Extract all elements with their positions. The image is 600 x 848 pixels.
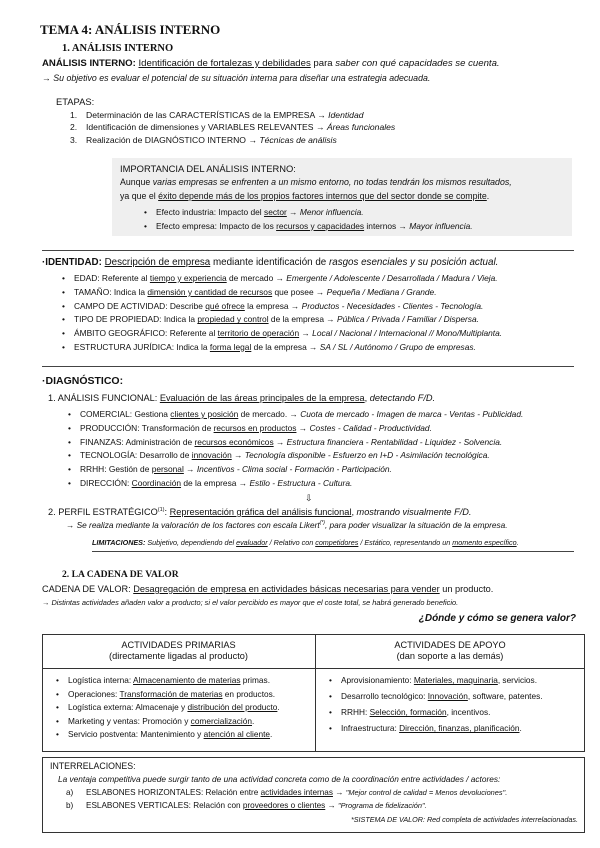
lim-u3: momento específico: [452, 538, 517, 547]
item-underlined: Almacenamiento de materias: [133, 675, 241, 685]
efecto-item: [140, 207, 473, 217]
item-italic: Pequeña / Mediana / Grande.: [326, 286, 437, 297]
identidad-rest: mediante identificación de: [210, 257, 329, 268]
apoyo-list: [325, 675, 543, 737]
etapa-italic: Identidad: [328, 110, 364, 120]
item-text: RRHH: Gestión de: [80, 464, 152, 474]
analisis-funcional-line: [48, 393, 435, 404]
item-text: Marketing y ventas: Promoción y: [68, 715, 191, 726]
item-rest: .: [519, 723, 522, 734]
lim-u1: evaluador: [236, 538, 268, 547]
item-text: Operaciones:: [68, 688, 120, 699]
efecto-underlined: sector: [264, 207, 287, 217]
item-underlined: recursos económicos: [194, 436, 274, 447]
item-text: Servicio postventa: Mantenimiento y: [68, 729, 204, 740]
item-underlined: Coordinación: [131, 477, 182, 488]
identidad-italic: rasgos esenciales y su posición actual.: [328, 257, 499, 268]
lim-label: LIMITACIONES:: [92, 538, 146, 547]
item-arrow: de la empresa →: [181, 477, 250, 488]
inter-item-arrow: →: [325, 801, 338, 810]
inter-item-italic: "Programa de fidelización".: [338, 801, 427, 810]
item-text: EDAD: Referente al: [74, 273, 150, 283]
pe-sub-a: → Se realiza mediante la valoración de los factores con escala Likert: [66, 520, 320, 530]
divider: [92, 551, 574, 552]
item-italic: Local / Nacional / Internacional // Mono/Multiplanta.: [312, 328, 503, 338]
item-arrow: →: [273, 436, 287, 447]
item-underlined: personal: [151, 464, 184, 474]
item-text: PRODUCCIÓN: Transformación de: [80, 422, 214, 433]
item-arrow: de mercado →: [226, 273, 287, 283]
lim-u2: competidores: [315, 538, 359, 547]
definition-italic: saber con qué capacidades se cuenta.: [335, 58, 500, 69]
primarias-title: ACTIVIDADES PRIMARIAS: [121, 640, 236, 650]
item-text: DIRECCIÓN:: [80, 477, 132, 488]
item-underlined: clientes y posición: [170, 409, 239, 419]
sistema-valor-footnote: *SISTEMA DE VALOR: Red completa de actividades interrelacionadas.: [350, 815, 578, 824]
primaria-item: [52, 729, 280, 739]
item-italic: Pública / Privada / Familiar / Dispersa.: [337, 314, 479, 325]
item-arrow: la empresa →: [244, 300, 302, 311]
inter-item-text: ESLABONES VERTICALES: Relación con: [86, 801, 243, 810]
item-rest: en productos.: [222, 688, 276, 699]
areas-list: [64, 409, 523, 492]
item-arrow: de la empresa →: [268, 314, 338, 325]
etapa-italic: Áreas funcionales: [326, 122, 396, 133]
definition-rest: para: [310, 58, 336, 69]
apoyo-header: [316, 640, 584, 662]
efectos-list: [140, 207, 473, 235]
identidad-list: [58, 273, 502, 356]
efecto-text: Efecto empresa: Impacto de los: [156, 220, 277, 231]
item-underlined: Selección, formación: [369, 707, 447, 718]
af-sep: ,: [364, 393, 370, 403]
item-rest: , incentivos.: [446, 707, 491, 718]
item-italic: Productos - Necesidades - Clientes - Tecnología.: [301, 300, 484, 311]
cadena-sub: → Distintas actividades añaden valor a producto; si el valor percibido es mayor que el coste total, se habrá generado beneficio.: [42, 598, 459, 607]
arrow-down-icon: ⇩: [305, 493, 313, 503]
identidad-underlined: Descripción de empresa: [104, 257, 211, 268]
item-text: COMERCIAL: Gestiona: [80, 409, 171, 419]
table-header-divider: [42, 668, 585, 669]
pe-sep: ,: [351, 507, 357, 518]
item-text: ÁMBITO GEOGRÁFICO: Referente al: [74, 328, 218, 338]
divider: [42, 250, 574, 251]
item-text: Logística interna:: [68, 675, 134, 685]
item-underlined: dimensión y cantidad de recursos: [147, 286, 273, 297]
efecto-item: [140, 221, 473, 231]
pe-sub-sup: (*): [319, 520, 325, 527]
perfil-estrategico-line: [48, 507, 471, 518]
item-text: RRHH:: [341, 707, 370, 718]
inter-item-underlined: proveedores o clientes: [242, 801, 326, 810]
identidad-item: [58, 328, 502, 338]
item-rest: .: [277, 702, 280, 713]
item-text: ESTRUCTURA JURÍDICA: Indica la: [74, 341, 210, 352]
identidad-item: [58, 314, 502, 324]
af-underlined: Evaluación de las áreas principales de la empresa: [159, 393, 365, 403]
cadena-question: ¿Dónde y cómo se genera valor?: [418, 613, 576, 624]
pe-sup: (1): [157, 507, 165, 513]
item-italic: Tecnología disponible - Esfuerzo en I+D - Asimilación tecnológica.: [244, 450, 490, 461]
perfil-sub-line: [66, 520, 508, 530]
objective-line: → Su objetivo es evaluar el potencial de su situación interna para diseñar una estrategia adecuada.: [42, 73, 431, 83]
importancia-line-2: [120, 191, 489, 202]
af-italic: detectando F/D.: [369, 393, 436, 403]
pe-label: 2. PERFIL ESTRATÉGICO: [48, 507, 158, 518]
inter-item-b: [66, 801, 427, 811]
item-italic: Emergente / Adolescente / Desarrollada / Madura / Vieja.: [286, 273, 498, 283]
item-italic: Estilo - Estructura - Cultura.: [249, 477, 353, 488]
inter-item-italic: "Mejor control de calidad = Menos devoluciones".: [345, 788, 508, 797]
primaria-item: [52, 716, 280, 726]
efecto-underlined: recursos y capacidades: [276, 220, 365, 231]
importancia-l1b: varias empresas se enfrenten a un mismo entorno, no todas tendrán los mismos resultados,: [152, 177, 512, 187]
item-text: Desarrollo tecnológico:: [341, 691, 428, 702]
item-underlined: Innovación: [427, 691, 468, 702]
definition-label: ANÁLISIS INTERNO:: [42, 58, 136, 69]
etapas-title: ETAPAS:: [56, 96, 95, 107]
importancia-line-1: [120, 177, 512, 188]
item-underlined: qué ofrece: [205, 300, 245, 311]
item-italic: Incentivos - Clima social - Formación - Participación.: [196, 464, 392, 474]
efecto-italic: Menor influencia.: [299, 207, 364, 217]
item-text: TECNOLOGÍA: Desarrollo de: [80, 450, 192, 461]
section-heading-analisis-interno: 1. ANÁLISIS INTERNO: [62, 43, 174, 54]
primaria-item: [52, 702, 280, 712]
item-text: Aprovisionamiento:: [341, 675, 414, 685]
item-rest: .: [270, 729, 273, 740]
etapa-number: 2.: [70, 122, 78, 133]
item-arrow: de la empresa →: [251, 341, 320, 352]
importancia-l1a: Aunque: [120, 177, 153, 187]
definition-line: [42, 58, 500, 70]
lim-d: .: [516, 538, 519, 547]
item-text: CAMPO DE ACTIVIDAD: Describe: [74, 300, 206, 311]
pe-colon: :: [164, 507, 170, 518]
item-rest: , software, patentes.: [467, 691, 543, 702]
etapa-text: Identificación de dimensiones y VARIABLES RELEVANTES →: [86, 122, 327, 133]
inter-item-arrow: →: [332, 788, 346, 797]
pe-italic: mostrando visualmente F/D.: [356, 507, 472, 518]
item-arrow: →: [296, 422, 310, 433]
etapa-text: Realización de DIAGNÓSTICO INTERNO →: [86, 134, 260, 145]
primaria-item: [52, 689, 280, 699]
item-text: FINANZAS: Administración de: [80, 436, 195, 447]
identidad-label: ·IDENTIDAD:: [42, 257, 102, 268]
item-rest: primas.: [240, 675, 271, 685]
definition-underlined: Identificación de fortalezas y debilidades: [138, 58, 311, 69]
importancia-l2b: éxito depende más de los propios factores internos que del sector donde se compite: [158, 191, 487, 201]
apoyo-title: ACTIVIDADES DE APOYO: [394, 640, 506, 650]
etapa-text: Determinación de las CARACTERÍSTICAS de la EMPRESA →: [86, 110, 329, 120]
item-arrow: →: [299, 328, 313, 338]
item-rest: , servicios.: [497, 675, 537, 685]
apoyo-item: [325, 675, 543, 685]
item-arrow: →: [183, 464, 197, 474]
area-item: [64, 423, 523, 433]
efecto-italic: Mayor influencia.: [409, 220, 473, 231]
cadena-label: CADENA DE VALOR:: [42, 584, 134, 594]
etapa-italic: Técnicas de análisis: [259, 134, 337, 145]
inter-item-number: b): [66, 801, 74, 810]
item-italic: Costes - Calidad - Productividad.: [309, 422, 432, 433]
identidad-line: [42, 257, 498, 269]
apoyo-subtitle: (dan soporte a las demás): [396, 651, 504, 662]
item-rest: .: [252, 715, 255, 726]
item-underlined: recursos en productos: [213, 422, 297, 433]
etapa-number: 1.: [70, 110, 78, 120]
af-label: 1. ANÁLISIS FUNCIONAL:: [48, 393, 160, 403]
item-text: Infraestructura:: [341, 723, 400, 734]
item-italic: Estructura financiera - Rentabilidad - Liquidez - Solvencia.: [286, 436, 503, 447]
diagnostico-label: ·DIAGNÓSTICO:: [42, 375, 124, 387]
item-underlined: atención al cliente: [203, 729, 271, 740]
identidad-item: [58, 342, 502, 352]
item-underlined: Dirección, finanzas, planificación: [399, 723, 520, 734]
efecto-text: Efecto industria: Impacto del: [156, 207, 264, 217]
item-text: TAMAÑO: Indica la: [74, 286, 148, 297]
efecto-arrow: →: [286, 207, 300, 217]
efecto-arrow: internos →: [364, 220, 410, 231]
item-italic: SA / SL / Autónomo / Grupo de empresas.: [319, 341, 476, 352]
lim-b: / Relativo con: [267, 538, 316, 547]
cadena-underlined: Desagregación de empresa en actividades básicas necesarias para vender: [133, 584, 440, 594]
apoyo-item: [325, 723, 543, 733]
etapa-item: [70, 135, 395, 145]
area-item: [64, 409, 523, 419]
area-item: [64, 478, 523, 488]
item-text: TIPO DE PROPIEDAD: Indica la: [74, 314, 198, 325]
identidad-item: [58, 273, 502, 283]
apoyo-item: [325, 691, 543, 701]
inter-intro: La ventaja competitiva puede surgir tanto de una actividad concreta como de la coordinación entre actividades / actores:: [58, 774, 501, 784]
cadena-definition: [42, 584, 493, 595]
item-underlined: distribución del producto: [187, 702, 278, 713]
inter-item-text: ESLABONES HORIZONTALES: Relación entre: [86, 788, 261, 797]
item-underlined: tiempo y experiencia: [149, 273, 227, 283]
item-italic: Cuota de mercado - Imagen de marca - Ventas - Publicidad.: [300, 409, 524, 419]
primarias-subtitle: (directamente ligadas al producto): [109, 651, 248, 662]
item-underlined: Materiales, maquinaria: [413, 675, 498, 685]
item-underlined: innovación: [191, 450, 232, 461]
area-item: [64, 450, 523, 460]
etapa-item: [70, 110, 395, 120]
importancia-l2a: ya que el: [120, 191, 159, 201]
item-arrow: que posee →: [272, 286, 327, 297]
identidad-item: [58, 301, 502, 311]
apoyo-item: [325, 707, 543, 717]
area-item: [64, 464, 523, 474]
limitaciones-line: [92, 539, 519, 548]
importancia-l2c: .: [486, 191, 490, 201]
inter-item-number: a): [66, 788, 74, 797]
lim-a: Subjetivo, dependiendo del: [145, 538, 237, 547]
area-item: [64, 437, 523, 447]
item-underlined: Transformación de materias: [119, 688, 223, 699]
pe-underlined: Representación gráfica del análisis funcional: [169, 507, 352, 518]
item-text: Logística externa: Almacenaje y: [68, 702, 188, 713]
etapa-number: 3.: [70, 134, 78, 145]
primarias-header: [42, 640, 315, 662]
cadena-heading: 2. LA CADENA DE VALOR: [62, 569, 179, 580]
importancia-title: IMPORTANCIA DEL ANÁLISIS INTERNO:: [120, 163, 296, 174]
pe-sub-b: , para poder visualizar la situación de la empresa.: [324, 520, 508, 530]
item-underlined: propiedad y control: [197, 314, 269, 325]
etapa-item: [70, 122, 395, 132]
page-title: TEMA 4: ANÁLISIS INTERNO: [40, 22, 221, 37]
divider: [42, 366, 574, 367]
item-underlined: territorio de operación: [217, 328, 300, 338]
inter-title: INTERRELACIONES:: [50, 761, 136, 771]
identidad-item: [58, 287, 502, 297]
etapas-list: [70, 110, 395, 145]
lim-c: / Estático, representando un: [358, 538, 453, 547]
primaria-item: [52, 675, 280, 685]
item-underlined: forma legal: [209, 341, 252, 352]
inter-item-underlined: actividades internas: [260, 788, 333, 797]
cadena-rest: un producto.: [439, 584, 494, 594]
item-underlined: comercialización: [190, 715, 252, 726]
item-arrow: →: [231, 450, 245, 461]
item-arrow: de mercado. →: [238, 409, 301, 419]
primarias-list: [52, 675, 280, 743]
inter-item-a: [66, 788, 507, 798]
